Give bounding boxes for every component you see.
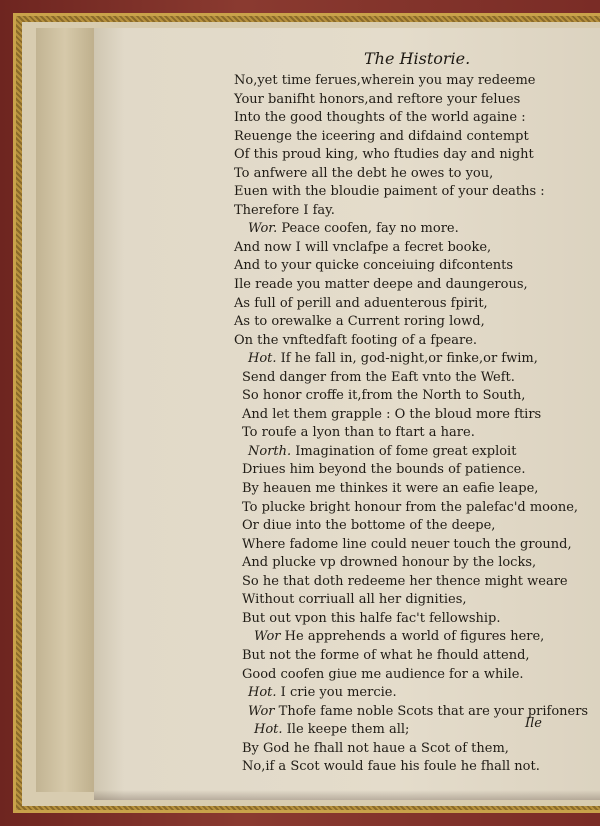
verse-line xyxy=(234,536,572,555)
verse-line xyxy=(234,220,534,239)
verse-line xyxy=(234,480,539,499)
verse-line xyxy=(234,128,534,147)
verse-line xyxy=(234,740,534,759)
verse-text: No,if a Scot would faue his foule he fhall not. xyxy=(242,759,540,775)
verse-text: And plucke vp drowned honour by the locks, xyxy=(242,555,537,571)
verse-text: To plucke bright honour from the palefac'd moone, xyxy=(242,499,579,515)
verse-line xyxy=(234,387,534,406)
running-title: The Historie. xyxy=(364,49,471,68)
verse-line xyxy=(234,165,534,184)
speaker-prefix: Wor. xyxy=(248,221,278,237)
verse-line xyxy=(234,146,534,165)
speaker-prefix: Wor xyxy=(254,629,281,645)
verse-line xyxy=(234,443,534,462)
verse-text: If he fall in, god-night,or finke,or fwim, xyxy=(280,351,538,367)
verse-line xyxy=(234,72,534,91)
verse-text: To roufe a lyon than to ftart a hare. xyxy=(242,425,475,441)
verse-text: Into the good thoughts of the world againe : xyxy=(234,110,526,126)
verse-line xyxy=(234,313,534,332)
verse-line xyxy=(234,350,538,369)
verse-text: By God he fhall not haue a Scot of them, xyxy=(242,740,509,756)
verse-line xyxy=(234,461,534,480)
verse-text: Thofe fame noble Scots that are your prifoners xyxy=(278,703,589,719)
verse-text: Good coofen giue me audience for a while. xyxy=(242,666,524,682)
verse-line xyxy=(234,332,534,351)
verse-text: Where fadome line could neuer touch the ground, xyxy=(242,536,572,552)
verse-text: Ile keepe them all; xyxy=(286,722,410,738)
verse-text: Euen with the bloudie paiment of your deaths : xyxy=(234,184,545,200)
verse-line xyxy=(234,554,537,573)
verse-text: But out vpon this halfe fac't fellowship. xyxy=(242,610,501,626)
verse-text: Imagination of fome great exploit xyxy=(295,443,517,459)
verse-text: Driues him beyond the bounds of patience. xyxy=(242,462,526,478)
verse-line xyxy=(234,406,542,425)
verse-line xyxy=(234,628,545,647)
verse-line xyxy=(234,424,534,443)
verse-line xyxy=(234,91,534,110)
verse-line xyxy=(234,703,589,722)
verse-text: I crie you mercie. xyxy=(280,685,397,701)
verse-text: Your banifht honors,and reftore your felues xyxy=(234,91,521,107)
verse-line xyxy=(234,517,534,536)
verse-line xyxy=(234,257,534,276)
speaker-prefix: Wor xyxy=(248,703,275,719)
speaker-prefix: Hot. xyxy=(254,722,283,738)
verse-text: Send danger from the Eaft vnto the Weft. xyxy=(242,369,515,385)
verse-text: As full of perill and aduenterous fpirit, xyxy=(234,295,488,311)
verse-text: Peace coofen, fay no more. xyxy=(281,221,459,237)
verse-text: He apprehends a world of figures here, xyxy=(284,629,545,645)
verse-block xyxy=(234,72,589,777)
verse-line xyxy=(234,647,534,666)
verse-line xyxy=(234,276,534,295)
verse-text: So honor croffe it,from the North to South, xyxy=(242,388,526,404)
verse-text: On the vnftedfaft footing of a fpeare. xyxy=(234,332,478,348)
verse-line xyxy=(234,684,534,703)
verse-text: Of this proud king, who ftudies day and night xyxy=(234,147,534,163)
verse-line xyxy=(234,295,534,314)
verse-text: Therefore I fay. xyxy=(234,202,335,218)
verse-line xyxy=(234,573,568,592)
verse-line xyxy=(234,499,579,518)
verse-line xyxy=(234,239,534,258)
verse-line xyxy=(234,610,534,629)
verse-line xyxy=(234,591,534,610)
speaker-prefix: Hot. xyxy=(248,685,277,701)
verse-line xyxy=(234,758,540,777)
verse-line xyxy=(234,109,534,128)
verse-text: Or diue into the bottome of the deepe, xyxy=(242,518,496,534)
verse-text: And to your quicke conceiuing difcontents xyxy=(234,258,514,274)
verse-text: No,yet time ferues,wherein you may redeeme xyxy=(234,73,536,88)
verse-text: By heauen me thinkes it were an eafie leape, xyxy=(242,481,539,497)
verse-text: As to orewalke a Current roring lowd, xyxy=(234,314,485,330)
speaker-prefix: Hot. xyxy=(248,351,277,367)
speaker-prefix: North. xyxy=(248,443,292,459)
page-gutter xyxy=(36,28,95,792)
verse-text: Ile reade you matter deepe and daungerous, xyxy=(234,277,528,293)
verse-line xyxy=(234,202,534,221)
verse-text: To anfwere all the debt he owes to you, xyxy=(234,165,494,181)
verse-text: And now I will vnclafpe a fecret booke, xyxy=(234,239,492,255)
verse-text: And let them grapple : O the bloud more ftirs xyxy=(242,406,542,422)
verse-line xyxy=(234,721,534,740)
verse-text: Without corriuall all her dignities, xyxy=(242,592,467,608)
verse-text: But not the forme of what he fhould attend, xyxy=(242,647,530,663)
verse-text: So he that doth redeeme her thence might weare xyxy=(242,573,568,589)
verse-line xyxy=(234,666,534,685)
verse-text: Reuenge the iceering and difdaind contempt xyxy=(234,128,529,144)
verse-line xyxy=(234,369,534,388)
page-shadow xyxy=(94,790,600,800)
catchword: Ile xyxy=(525,716,542,731)
verse-line xyxy=(234,183,545,202)
